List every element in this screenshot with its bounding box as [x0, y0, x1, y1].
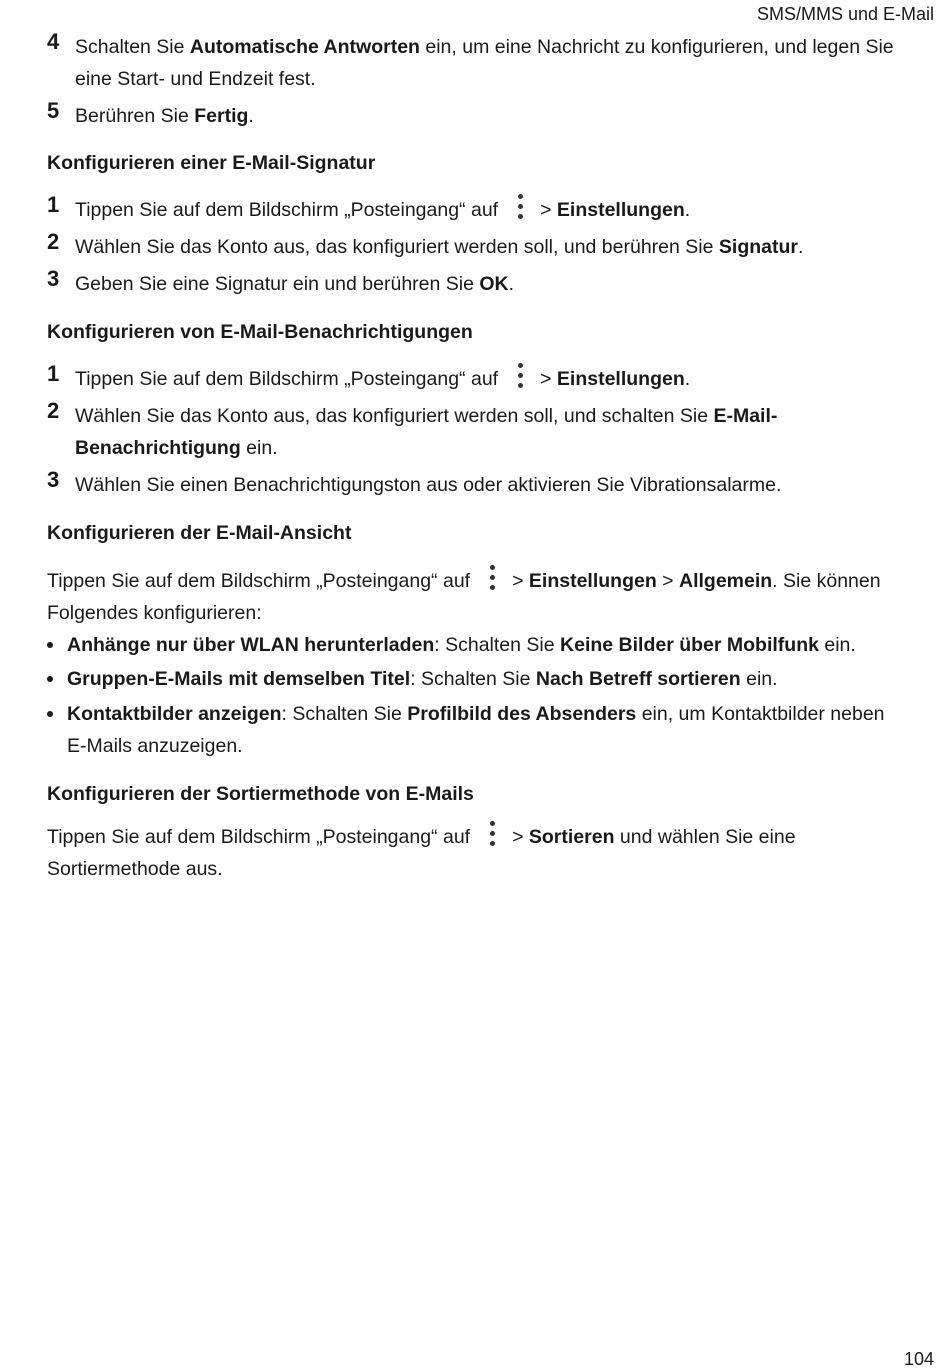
step-text: Wählen Sie einen Benachrichtigungston aus oder aktivieren Sie Vibrationsalarme. — [75, 474, 782, 496]
more-vertical-icon — [486, 565, 498, 593]
step-text: Berühren Sie Fertig. — [75, 105, 254, 127]
bullet-dot — [47, 676, 53, 682]
more-vertical-icon — [486, 821, 498, 849]
section-heading-sort-method: Konfigurieren der Sortiermethode von E-Mails — [47, 783, 474, 805]
running-header: SMS/MMS und E-Mail — [756, 4, 934, 24]
page-number: 104 — [903, 1349, 934, 1369]
bullet-text: Anhänge nur über WLAN herunterladen: Schalten Sie Keine Bilder über Mobilfunk ein. — [67, 634, 856, 656]
section-heading-email-view: Konfigurieren der E-Mail-Ansicht — [47, 522, 352, 544]
bullet-contact-pictures — [47, 698, 907, 762]
step-number: 1 — [47, 361, 60, 386]
notification-step-3 — [47, 469, 927, 501]
step-text: Schalten Sie Automatische Antworten ein, um eine Nachricht zu konfigurieren, und legen Sie eine Start- und Endzeit fest. — [75, 36, 894, 90]
section-heading-signature: Konfigurieren einer E-Mail-Signatur — [47, 152, 376, 174]
bullet-text: Kontaktbilder anzeigen: Schalten Sie Profilbild des Absenders ein, um Kontaktbilder neben E-Mails anzuzeigen. — [67, 703, 885, 757]
step-text: Wählen Sie das Konto aus, das konfiguriert werden soll, und schalten Sie E-Mail-Benachrichtigung ein. — [75, 405, 778, 459]
signature-step-3 — [47, 268, 927, 300]
step-4-auto-reply — [47, 31, 927, 95]
notification-step-2 — [47, 400, 927, 464]
step-number: 3 — [47, 467, 60, 492]
section-heading-notifications: Konfigurieren von E-Mail-Benachrichtigungen — [47, 321, 473, 343]
step-number: 3 — [47, 266, 60, 291]
bullet-group-emails — [47, 663, 907, 695]
signature-step-1 — [47, 194, 927, 226]
step-text: Wählen Sie das Konto aus, das konfiguriert werden soll, und berühren Sie Signatur. — [75, 236, 804, 258]
step-number: 2 — [47, 398, 60, 423]
bullet-dot — [47, 642, 53, 648]
notification-step-1 — [47, 363, 927, 395]
more-vertical-icon — [514, 363, 526, 391]
bullet-dot — [47, 711, 53, 717]
step-number: 4 — [47, 29, 60, 54]
step-text: Tippen Sie auf dem Bildschirm „Posteingang“ auf > Einstellungen. — [75, 194, 927, 226]
more-vertical-icon — [514, 194, 526, 222]
step-text: Geben Sie eine Signatur ein und berühren Sie OK. — [75, 273, 515, 295]
step-5-done — [47, 100, 927, 132]
email-view-intro: Tippen Sie auf dem Bildschirm „Posteingang“ auf > Einstellungen > Allgemein. Sie können Folgendes konfigurieren: — [47, 565, 907, 629]
signature-step-2 — [47, 231, 927, 263]
bullet-text: Gruppen-E-Mails mit demselben Titel: Schalten Sie Nach Betreff sortieren ein. — [67, 668, 778, 690]
step-number: 2 — [47, 229, 60, 254]
step-text: Tippen Sie auf dem Bildschirm „Posteingang“ auf > Einstellungen. — [75, 363, 927, 395]
step-number: 1 — [47, 192, 60, 217]
bullet-attachments-wlan — [47, 629, 907, 661]
sort-method-intro: Tippen Sie auf dem Bildschirm „Posteingang“ auf > Sortieren und wählen Sie eine Sortiermethode aus. — [47, 821, 867, 885]
step-number: 5 — [47, 98, 60, 123]
